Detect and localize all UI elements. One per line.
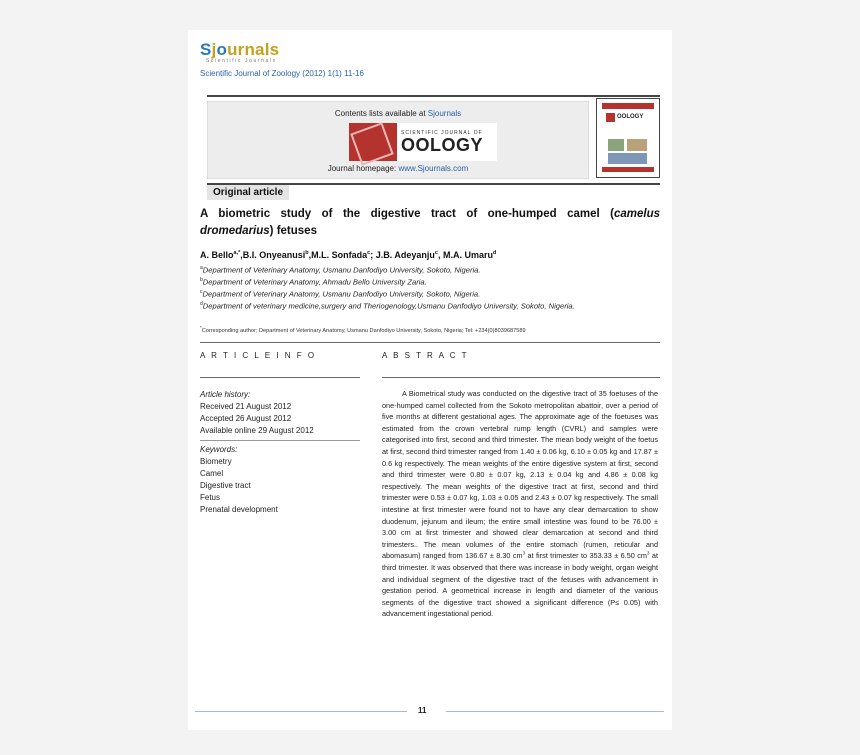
homepage-prefix: Journal homepage: <box>327 164 399 173</box>
author-sup: d <box>492 250 497 256</box>
page-number: 11 <box>418 706 427 715</box>
author-name: ,M.L. Sonfada <box>308 250 368 260</box>
homepage-link[interactable]: www.Sjournals.com <box>398 164 469 173</box>
affiliation <box>200 265 481 275</box>
affiliation <box>200 277 427 287</box>
author-sup: a,* <box>233 250 241 256</box>
journal-cover-thumbnail <box>596 98 660 178</box>
contents-prefix: Contents lists available at <box>334 109 428 118</box>
section-divider <box>200 342 660 343</box>
logo-tagline: Scientific Journals <box>206 58 277 64</box>
abstract-heading: A B S T R A C T <box>382 351 469 360</box>
keyword: Prenatal development <box>200 505 278 514</box>
abstract-rule <box>382 377 660 378</box>
cover-band-top <box>602 103 654 109</box>
contents-link[interactable]: Sjournals <box>427 109 462 118</box>
homepage-line <box>208 164 588 173</box>
keywords-block <box>200 444 278 516</box>
title-part-1: A biometric study of the digestive tract of one-humped camel ( <box>200 208 614 220</box>
abstract-sup: 3 <box>646 550 650 556</box>
cover-band-bottom <box>602 167 654 172</box>
keyword: Fetus <box>200 493 221 502</box>
footer-rule-right <box>446 711 664 712</box>
logo-letter-s: S <box>200 40 212 59</box>
affiliation-text: Department of Veterinary Anatomy, Usmanu Danfodiyo University, Sokoto, Nigeria. <box>202 289 481 299</box>
abstract-text <box>382 388 658 620</box>
logo-letter-j: j <box>211 40 217 59</box>
article-type-badge: Original article <box>207 185 289 200</box>
contents-line <box>208 109 588 118</box>
logo-letters-rest: urnals <box>227 40 280 59</box>
journal-citation[interactable]: Scientific Journal of Zoology (2012) 1(1) 11-16 <box>200 69 364 78</box>
keyword: Camel <box>200 469 224 478</box>
abstract-part-3: at third trimester. It was observed that there was increase in body weight, organ weight and individual segment of the digestive tract of the fetuses with advancement in gestation period. A geometrical increase in length and diameter of the various segments of the digestive tract showed a significant difference (P≤ 0.05) with advancement ingestational period. <box>382 551 658 619</box>
accepted-date: Accepted 26 August 2012 <box>200 414 292 423</box>
keywords-label: Keywords: <box>200 445 238 454</box>
title-part-2: ) fetuses <box>269 225 317 237</box>
cover-mark <box>606 113 615 122</box>
author-sup: b <box>305 250 309 256</box>
footer-rule-left <box>195 711 407 712</box>
sjournals-logo <box>200 40 279 64</box>
title-species: camelus dromedarius <box>200 208 660 237</box>
journal-logo-mark <box>349 123 397 161</box>
journal-logo-big-text: OOLOGY <box>401 135 484 155</box>
cover-photo-2 <box>627 139 647 151</box>
keyword: Biometry <box>200 457 232 466</box>
article-info-rule <box>200 377 360 378</box>
journal-logo <box>349 123 497 161</box>
affiliation-text: Department of Veterinary Anatomy, Usmanu Danfodiyo University, Sokoto, Nigeria. <box>202 265 481 275</box>
article-history <box>200 389 314 437</box>
affiliation-sup: a <box>200 265 203 271</box>
affiliation-sup: c <box>200 289 203 295</box>
author-name: ,B.I. Onyeanusi <box>240 250 306 260</box>
journal-header <box>207 95 660 185</box>
keywords-rule <box>200 440 360 441</box>
corresponding-sup: * <box>200 325 202 330</box>
author-name: A. Bello <box>200 250 234 260</box>
affiliation-sup: d <box>200 301 203 307</box>
abstract-part-2: at first trimester to 353.33 ± 6.50 cm <box>525 551 647 561</box>
affiliation-sup: b <box>200 277 203 283</box>
author-name: ; J.B. Adeyanju <box>370 250 435 260</box>
online-date: Available online 29 August 2012 <box>200 426 314 435</box>
history-label: Article history: <box>200 390 251 399</box>
keyword: Digestive tract <box>200 481 251 490</box>
affiliation <box>200 301 575 311</box>
cover-photo-3 <box>608 153 647 164</box>
cover-photo-1 <box>608 139 624 151</box>
article-info-heading: A R T I C L E I N F O <box>200 351 317 360</box>
author-list <box>200 250 496 260</box>
logo-letter-o: o <box>216 40 228 59</box>
article-title <box>200 206 660 240</box>
received-date: Received 21 August 2012 <box>200 402 292 411</box>
abstract-part-1: A Biometrical study was conducted on the digestive tract of 35 foetuses of the one-humped camel collected from the Sokoto metropolitan abattoir, over a period of five months at different gestational ages. The approximate age of the foetuses was estimated from the crown vertebral rump length (CVRL) and samples were categorised into first, second and third trimester. The mean body weight of the foetus at first, second third trimester ranged from 1.40 ± 0.06 kg, 6.10 ± 0.05 kg and 17.87 ± 0.6 kg respectively. The mean weights of the entire digestive system at first, second and third trimester were 0.80 ± 0.07 kg, 2.13 ± 0.04 kg and 4.86 ± 0.08 kg respectively. The mean weights of the digestive tract at first, second and third trimester were 0.53 ± 0.07 kg, 1.03 ± 0.05 and 2.43 ± 0.07 kg respectively. The small intestine at first trimester were found not to have any clear demarcation to show duodenum, jejunum and ileum; the entire small intestine was found to be 76.00 ± 3.00 cm at first trimester and showed clear demarcation at second and third trimesters.. The mean volumes of the entire stomach (rumen, reticular and abomasum) ranged from 136.67 ± 8.30 cm <box>382 389 658 561</box>
affiliation <box>200 289 480 299</box>
author-sup: c <box>367 250 371 256</box>
corresponding-text: Corresponding author; Department of Veterinary Anatomy, Usmanu Danfodiyo University, Sokoto, Nigeria; Tel: +234(0)8039687589 <box>201 327 526 334</box>
cover-title: OOLOGY <box>617 114 644 120</box>
abstract-sup: 3 <box>522 550 526 556</box>
journal-header-panel <box>207 101 589 179</box>
journal-logo-small-text: SCIENTIFIC JOURNAL OF <box>401 130 483 136</box>
author-sup: c <box>434 250 438 256</box>
affiliation-text: Department of Veterinary Anatomy, Ahmadu Bello University Zaria. <box>202 277 427 287</box>
corresponding-author <box>200 325 526 334</box>
affiliation-text: Department of veterinary medicine,surgery and Theriogenology,Usmanu Danfodiyo University, Sokoto, Nigeria. <box>202 301 575 311</box>
author-name: , M.A. Umaru <box>437 250 493 260</box>
